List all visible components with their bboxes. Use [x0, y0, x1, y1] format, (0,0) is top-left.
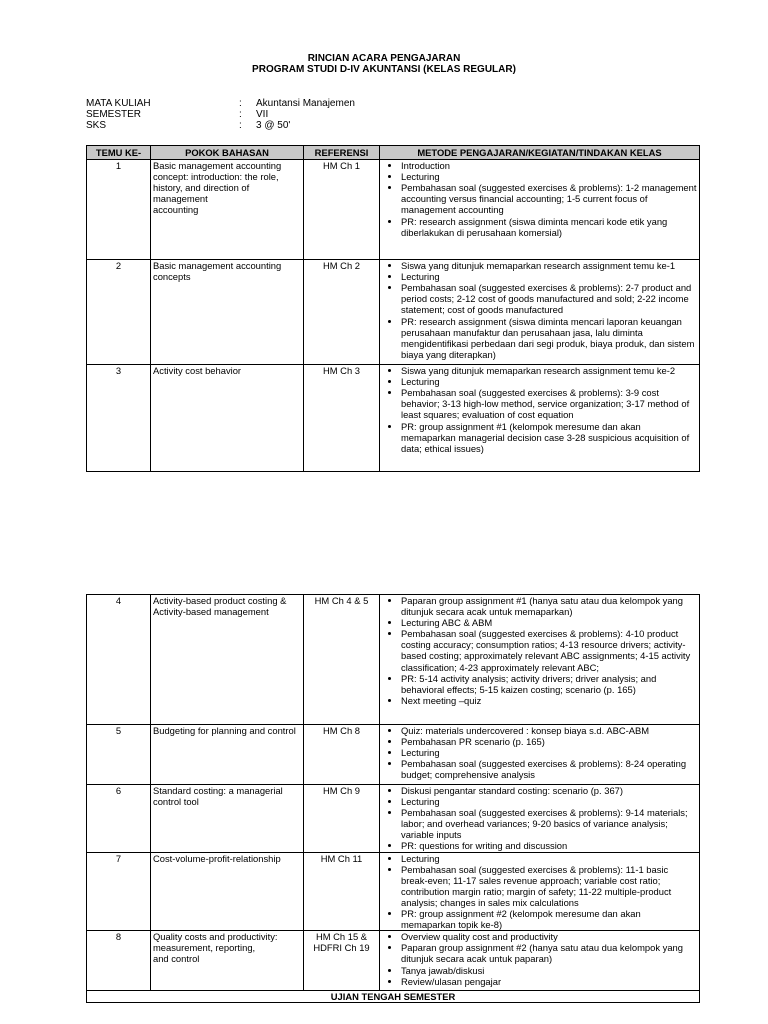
- activity-item: • PR: research assignment (siswa diminta mencari laporan keuangan perusahaan manufaktur dan perusahaan jasa, lalu diminta mengidentifikasi perbedaan dari segi produk, biaya produk, dan sistem biaya yang diterapkan): [401, 316, 697, 360]
- table-row: [87, 931, 700, 991]
- title-line-1: RINCIAN ACARA PENGAJARAN: [307, 53, 461, 64]
- activity-item: • Lecturing: [401, 796, 697, 807]
- schedule-table-part-2: [86, 594, 700, 1003]
- header-pokok-bahasan: POKOK BAHASAN: [151, 146, 304, 160]
- activity-item: • Lecturing: [401, 376, 697, 387]
- info-value: 3 @ 50': [256, 120, 291, 131]
- topic-cell: Basic management accounting concepts: [151, 260, 304, 365]
- topic-cell: Cost-volume-profit-relationship: [151, 852, 304, 931]
- activities-cell: [380, 852, 700, 931]
- table-row: [87, 725, 700, 785]
- activities-cell: [380, 931, 700, 991]
- info-row-semester: [86, 109, 355, 120]
- course-info: [86, 98, 355, 131]
- info-row-mata-kuliah: [86, 98, 355, 109]
- activity-item: • Overview quality cost and productivity: [401, 931, 697, 942]
- info-label: SKS: [86, 120, 107, 131]
- reference-cell: HM Ch 8: [304, 725, 380, 785]
- activity-list: [382, 260, 697, 360]
- activities-cell: [380, 260, 700, 365]
- table-header-row: [87, 146, 700, 160]
- meeting-number: 4: [87, 595, 151, 725]
- meeting-number: 2: [87, 260, 151, 365]
- activity-item: • PR: 5-14 activity analysis; activity drivers; driver analysis; and behavioral effects; 5-15 kaizen costing; scenario (p. 165): [401, 673, 697, 695]
- header-metode: METODE PENGAJARAN/KEGIATAN/TINDAKAN KELAS: [380, 146, 700, 160]
- activity-item: • Next meeting –quiz: [401, 695, 697, 706]
- reference-cell: HM Ch 3: [304, 365, 380, 472]
- activity-item: • PR: research assignment (siswa diminta mencari kode etik yang diberlakukan di perusahaan komersial): [401, 216, 697, 238]
- activity-item: • PR: questions for writing and discussion: [401, 840, 697, 851]
- meeting-number: 5: [87, 725, 151, 785]
- activity-item: • Pembahasan soal (suggested exercises & problems): 8-24 operating budget; comprehensive analysis: [401, 758, 697, 780]
- activity-item: • Lecturing: [401, 853, 697, 864]
- meeting-number: 6: [87, 785, 151, 853]
- activity-item: • Lecturing: [401, 171, 697, 182]
- schedule-table-part-1: [86, 145, 700, 472]
- reference-cell: HM Ch 1: [304, 160, 380, 260]
- info-label: MATA KULIAH: [86, 98, 151, 109]
- activity-item: • Pembahasan soal (suggested exercises & problems): 9-14 materials; labor; and overhead variances; 9-20 basics of variance analysis; variable inputs: [401, 807, 697, 840]
- activity-item: • Tanya jawab/diskusi: [401, 965, 697, 976]
- activity-item: • Pembahasan soal (suggested exercises & problems): 2-7 product and period costs; 2-12 cost of goods manufactured and sold; 2-22 income statement; cost of goods manufactured: [401, 282, 697, 315]
- activity-list: [382, 785, 697, 852]
- activity-item: • Siswa yang ditunjuk memaparkan research assignment temu ke-1: [401, 260, 697, 271]
- title-line-2: PROGRAM STUDI D-IV AKUNTANSI (KELAS REGULAR): [252, 64, 516, 75]
- info-value: VII: [256, 109, 269, 120]
- activity-item: • Quiz: materials undercovered : konsep biaya s.d. ABC-ABM: [401, 725, 697, 736]
- reference-cell: HM Ch 15 & HDFRI Ch 19: [304, 931, 380, 991]
- activity-item: • Lecturing: [401, 271, 697, 282]
- activity-item: • Pembahasan soal (suggested exercises & problems): 4-10 product costing accuracy; consumption ratios; 4-13 resource drivers; activity-based costing; approximately relevant ABC assignments; 4-15 activity classification; 4-23 approximately relevant ABC;: [401, 628, 697, 672]
- activity-item: • Pembahasan soal (suggested exercises & problems): 11-1 basic break-even; 11-17 sales revenue approach; variable cost ratio; contribution margin ratio; margin of safety; 11-22 multiple-product analysis; changes in sales mix calculations: [401, 864, 697, 908]
- topic-cell: Standard costing: a managerial control tool: [151, 785, 304, 853]
- activities-cell: [380, 725, 700, 785]
- activity-item: • PR: group assignment #1 (kelompok meresume dan akan memaparkan managerial decision case 3-28 suspicious acquisition of data; ethical issues): [401, 421, 697, 454]
- activity-item: • Review/ulasan pengajar: [401, 976, 697, 987]
- activity-item: • PR: group assignment #2 (kelompok meresume dan akan memaparkan topik ke-8): [401, 908, 697, 930]
- activity-item: • Lecturing ABC & ABM: [401, 617, 697, 628]
- activities-cell: [380, 595, 700, 725]
- activity-list: [382, 725, 697, 780]
- info-value: Akuntansi Manajemen: [256, 98, 355, 109]
- topic-cell: Quality costs and productivity: measurement, reporting, and control: [151, 931, 304, 991]
- activity-list: [382, 931, 697, 986]
- activities-cell: [380, 365, 700, 472]
- activity-list: [382, 595, 697, 706]
- activity-item: • Diskusi pengantar standard costing: scenario (p. 367): [401, 785, 697, 796]
- topic-cell: Activity cost behavior: [151, 365, 304, 472]
- activities-cell: [380, 160, 700, 260]
- table-body: [87, 595, 700, 991]
- activities-cell: [380, 785, 700, 853]
- info-colon: :: [239, 98, 242, 109]
- reference-cell: HM Ch 4 & 5: [304, 595, 380, 725]
- topic-cell: Budgeting for planning and control: [151, 725, 304, 785]
- document-title: [0, 53, 768, 75]
- info-colon: :: [239, 109, 242, 120]
- uts-row: [87, 991, 700, 1003]
- topic-cell: Basic management accounting concept: introduction: the role, history, and direction of management accounting: [151, 160, 304, 260]
- activity-item: • Lecturing: [401, 747, 697, 758]
- reference-cell: HM Ch 2: [304, 260, 380, 365]
- table-row: [87, 595, 700, 725]
- activity-list: [382, 160, 697, 238]
- activity-item: • Pembahasan soal (suggested exercises & problems): 3-9 cost behavior; 3-13 high-low method, service organization; 3-17 method of least squares; evaluation of cost equation: [401, 387, 697, 420]
- activity-item: • Pembahasan PR scenario (p. 165): [401, 736, 697, 747]
- reference-cell: HM Ch 11: [304, 852, 380, 931]
- activity-item: • Siswa yang ditunjuk memaparkan research assignment temu ke-2: [401, 365, 697, 376]
- activity-item: • Pembahasan soal (suggested exercises & problems): 1-2 management accounting versus financial accounting; 1-5 current focus of management accounting: [401, 182, 697, 215]
- reference-cell: HM Ch 9: [304, 785, 380, 853]
- activity-item: • Introduction: [401, 160, 697, 171]
- table-row: [87, 852, 700, 931]
- table-body: [87, 160, 700, 472]
- activity-list: [382, 853, 697, 931]
- table-row: [87, 365, 700, 472]
- info-label: SEMESTER: [86, 109, 142, 120]
- header-temu-ke: TEMU KE-: [87, 146, 151, 160]
- table-row: [87, 785, 700, 853]
- activity-list: [382, 365, 697, 454]
- activity-item: • Paparan group assignment #1 (hanya satu atau dua kelompok yang ditunjuk secara acak untuk memaparkan): [401, 595, 697, 617]
- uts-label: UJIAN TENGAH SEMESTER: [87, 991, 700, 1003]
- table-row: [87, 160, 700, 260]
- activity-item: • Paparan group assignment #2 (hanya satu atau dua kelompok yang ditunjuk secara acak untuk paparan): [401, 942, 697, 964]
- table-row: [87, 260, 700, 365]
- meeting-number: 8: [87, 931, 151, 991]
- meeting-number: 3: [87, 365, 151, 472]
- topic-cell: Activity-based product costing & Activity-based management: [151, 595, 304, 725]
- meeting-number: 1: [87, 160, 151, 260]
- header-referensi: REFERENSI: [304, 146, 380, 160]
- info-row-sks: [86, 120, 355, 131]
- meeting-number: 7: [87, 852, 151, 931]
- info-colon: :: [239, 120, 242, 131]
